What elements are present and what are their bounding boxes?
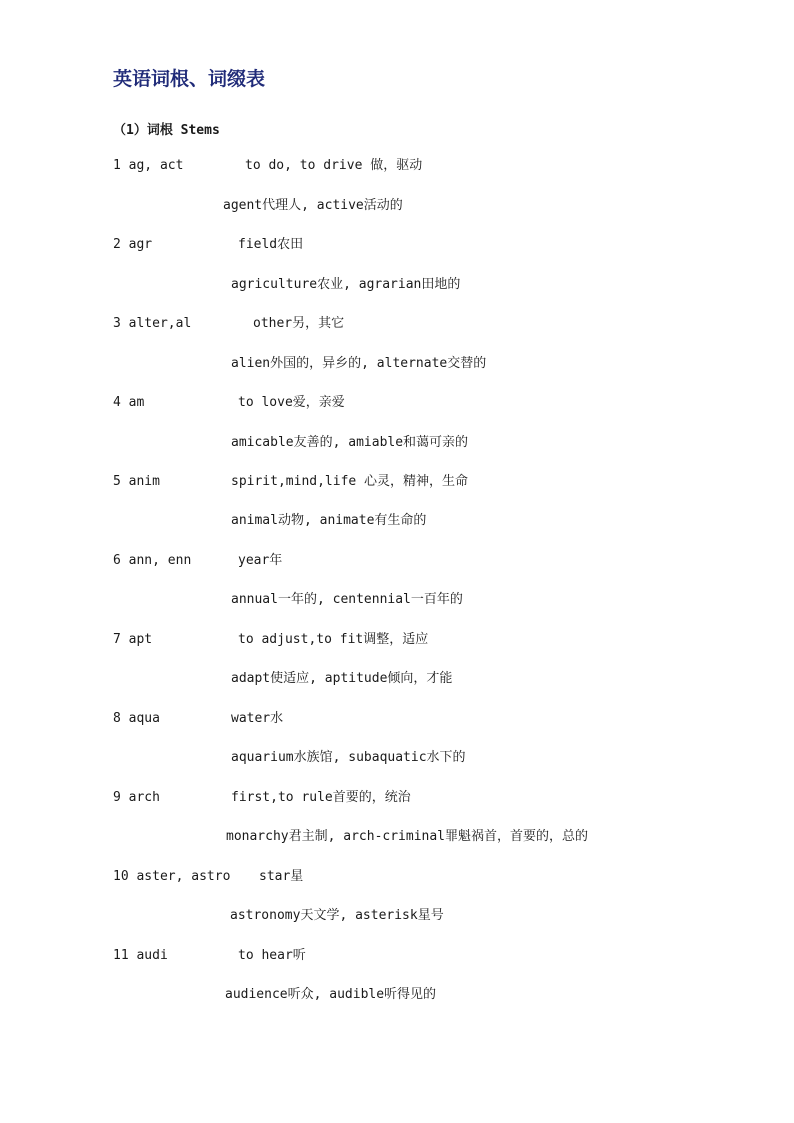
entry-examples: alien外国的，异乡的, alternate交替的 <box>231 356 487 371</box>
entry-term: 8 aqua <box>113 711 160 726</box>
entry-examples: adapt使适应, aptitude倾向，才能 <box>231 671 453 686</box>
entry-examples: animal动物, animate有生命的 <box>231 513 427 528</box>
entry-term: 3 alter,al <box>113 316 192 331</box>
entry-meaning: water水 <box>231 711 284 726</box>
entry-meaning: star星 <box>259 869 304 884</box>
entry-term: 6 ann, enn <box>113 553 192 568</box>
entry-meaning: spirit,mind,life 心灵，精神，生命 <box>231 474 469 489</box>
entry-term: 4 am <box>113 395 145 410</box>
entry-term: 2 agr <box>113 237 153 252</box>
entry-term: 1 ag, act <box>113 158 184 173</box>
entry-term: 11 audi <box>113 948 168 963</box>
entry-meaning: to hear听 <box>238 948 306 963</box>
entry-meaning: first,to rule首要的，统治 <box>231 790 411 805</box>
entry-examples: agent代理人, active活动的 <box>223 198 403 213</box>
entry-term: 7 apt <box>113 632 153 647</box>
entry-meaning: year年 <box>238 553 283 568</box>
entry-examples: aquarium水族馆, subaquatic水下的 <box>231 750 466 765</box>
entry-meaning: field农田 <box>238 237 304 252</box>
entry-meaning: to do, to drive 做，驱动 <box>245 158 423 173</box>
entry-examples: astronomy天文学, asterisk星号 <box>230 908 444 923</box>
entry-examples: amicable友善的, amiable和蔼可亲的 <box>231 435 469 450</box>
entry-examples: agriculture农业, agrarian田地的 <box>231 277 461 292</box>
entry-examples: annual一年的, centennial一百年的 <box>231 592 463 607</box>
entry-term: 9 arch <box>113 790 160 805</box>
entry-meaning: to adjust,to fit调整，适应 <box>238 632 429 647</box>
entry-examples: monarchy君主制, arch-criminal罪魁祸首，首要的，总的 <box>226 829 589 844</box>
document-title: 英语词根、词缀表 <box>113 68 266 90</box>
entry-meaning: other另，其它 <box>253 316 345 331</box>
entry-term: 10 aster, astro <box>113 869 231 884</box>
entry-term: 5 anim <box>113 474 160 489</box>
section-heading: （1）词根 Stems <box>113 123 220 138</box>
entry-examples: audience听众, audible听得见的 <box>225 987 437 1002</box>
entry-meaning: to love爱，亲爱 <box>238 395 345 410</box>
